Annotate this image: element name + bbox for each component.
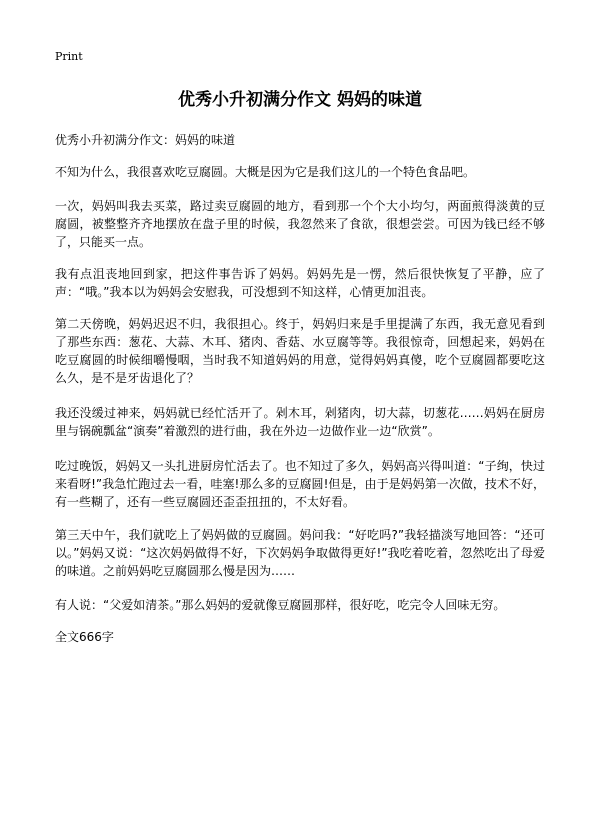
paragraph-5: 我还没缓过神来，妈妈就已经忙活开了。剁木耳，剁猪肉，切大蒜，切葱花……妈妈在厨房里与锅碗瓢盆“演奏”着激烈的进行曲，我在外边一边做作业一边“欣赏”。 [55,406,545,438]
paragraph-8: 有人说：“父爱如清茶。”那么妈妈的爱就像豆腐圆那样，很好吃，吃完令人回味无穷。 [55,598,506,612]
paragraph-2: 一次，妈妈叫我去买菜，路过卖豆腐圆的地方，看到那一个个大小均匀，两面煎得淡黄的豆腐圆，被整整齐齐地摆放在盘子里的时候，我忽然来了食欲，很想尝尝。可因为钱已经不够了，只能买一点。 [55,199,545,249]
paragraph-7: 第三天中午，我们就吃上了妈妈做的豆腐圆。妈问我：“好吃吗?”我轻描淡写地回答：“还可以。”妈妈又说：“这次妈妈做得不好，下次妈妈争取做得更好!”我吃着吃着，忽然吃出了母爱的味道。之前妈妈吃豆腐圆那么慢是因为…… [55,528,545,578]
print-link[interactable]: Print [55,50,83,63]
paragraph-4: 第二天傍晚，妈妈迟迟不归，我很担心。终于，妈妈归来是手里提满了东西，我无意见看到了那些东西：葱花、大蒜、木耳、猪肉、香菇、水豆腐等等。我很惊奇，回想起来，妈妈在吃豆腐圆的时候细嚼慢咽，当时我不知道妈妈的用意，觉得妈妈真傻，吃个豆腐圆都要吃这么久，是不是牙齿退化了？ [55,317,545,385]
article-subtitle: 优秀小升初满分作文：妈妈的味道 [55,133,236,147]
word-count: 全文666字 [55,630,114,644]
paragraph-6: 吃过晚饭，妈妈又一头扎进厨房忙活去了。也不知过了多久，妈妈高兴得叫道：“子绚，快过来看呀!”我急忙跑过去一看，哇塞!那么多的豆腐圆!但是，由于是妈妈第一次做，技术不好，有一些糊了，还有一些豆腐圆还歪歪扭扭的，不太好看。 [55,459,545,509]
paragraph-3: 我有点沮丧地回到家，把这件事告诉了妈妈。妈妈先是一愣，然后很快恢复了平静，应了声：“哦。”我本以为妈妈会安慰我，可没想到不知这样，心情更加沮丧。 [55,267,545,299]
paragraph-1: 不知为什么，我很喜欢吃豆腐圆。大概是因为它是我们这儿的一个特色食品吧。 [55,165,476,179]
article-title: 优秀小升初满分作文 妈妈的味道 [178,90,422,110]
